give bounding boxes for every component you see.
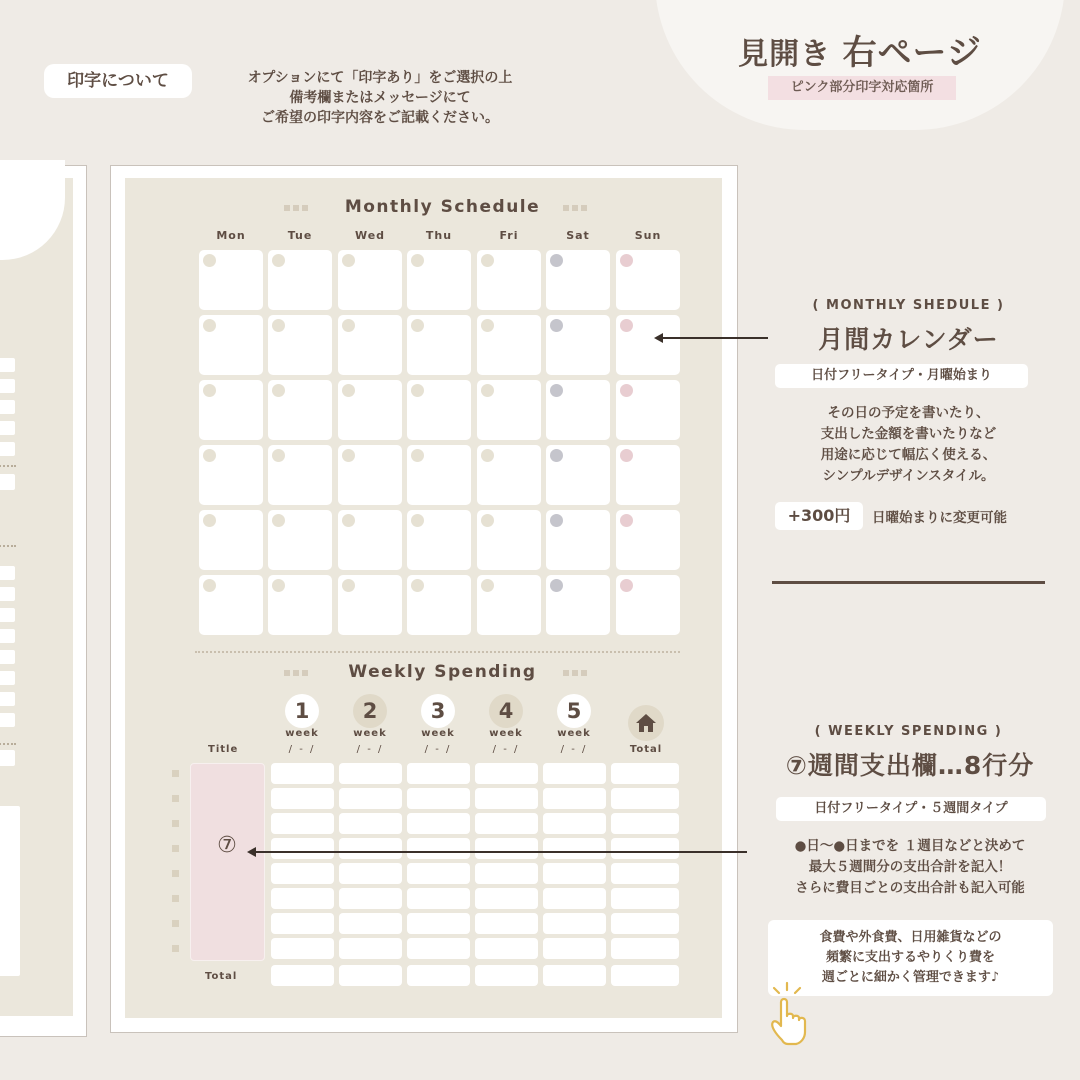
- spending-cell: [475, 938, 538, 959]
- calendar-cell: [338, 250, 402, 310]
- date-dot: [620, 319, 633, 332]
- spending-cell: [611, 913, 679, 934]
- desc-line: シンプルデザインスタイル。: [822, 468, 995, 484]
- date-dot: [550, 579, 563, 592]
- spread-title: [655, 25, 1065, 74]
- spending-cell: [611, 763, 679, 784]
- spending-cell: [611, 888, 679, 909]
- weekly-title: Weekly Spending: [348, 662, 537, 682]
- calendar-cell: [616, 510, 680, 570]
- spending-cell: [339, 838, 402, 859]
- title-column-pink: [190, 763, 265, 961]
- day-header-thu: Thu: [425, 229, 453, 242]
- date-dot: [342, 319, 355, 332]
- date-dot: [411, 254, 424, 267]
- calendar-cell: [477, 445, 541, 505]
- calendar-cell: [338, 380, 402, 440]
- monthly-ann-sub: ( MONTHLY SHEDULE ): [812, 298, 1005, 313]
- pointing-hand-icon: [760, 980, 816, 1050]
- spending-cell: [475, 763, 538, 784]
- calendar-cell: [268, 250, 332, 310]
- spending-cell: [271, 863, 334, 884]
- date-dot: [272, 384, 285, 397]
- tip-line: 週ごとに細かく管理できます♪: [821, 970, 1000, 985]
- date-dot: [550, 254, 563, 267]
- spending-cell: [543, 763, 606, 784]
- week-number-4: 4: [489, 694, 523, 728]
- calendar-cell: [616, 445, 680, 505]
- spending-cell: [407, 913, 470, 934]
- date-dot: [342, 514, 355, 527]
- total-cell: [475, 965, 538, 986]
- calendar-cell: [616, 380, 680, 440]
- week-date-placeholder: / - /: [560, 744, 588, 755]
- desc-line: さらに費目ごとの支出合計も記入可能: [795, 880, 1025, 896]
- date-dot: [342, 384, 355, 397]
- spending-cell: [339, 813, 402, 834]
- weekly-ann-sub: ( WEEKLY SPENDING ): [814, 724, 1003, 739]
- price-note: 日曜始まりに変更可能: [872, 510, 1007, 526]
- row-marker: [172, 920, 179, 927]
- calendar-cell: [546, 380, 610, 440]
- date-dot: [550, 319, 563, 332]
- day-header-fri: Fri: [499, 229, 519, 242]
- day-header-sat: Sat: [566, 229, 590, 242]
- row-marker: [172, 795, 179, 802]
- row-marker: [172, 870, 179, 877]
- desc-line: 用途に応じて幅広く使える、: [820, 447, 997, 463]
- weekly-ann-pill: 日付フリータイプ・５週間タイプ: [776, 797, 1046, 821]
- section-divider: [195, 651, 680, 653]
- spending-cell: [543, 788, 606, 809]
- week-label: week: [285, 728, 319, 739]
- date-dot: [272, 579, 285, 592]
- left-page-inner: [0, 178, 73, 1016]
- spending-cell: [543, 888, 606, 909]
- spread-title-b: 右ページ: [842, 33, 982, 73]
- spending-cell: [543, 938, 606, 959]
- title-col-label: Title: [208, 744, 239, 755]
- calendar-cell: [477, 380, 541, 440]
- date-dot: [481, 579, 494, 592]
- weekly-arrow-head: [247, 847, 256, 857]
- desc-line: 最大５週間分の支出合計を記入！: [808, 859, 1012, 875]
- date-dot: [481, 254, 494, 267]
- date-dot: [411, 449, 424, 462]
- spread-badge: ピンク部分印字対応箇所: [768, 76, 956, 100]
- imprint-line: ご希望の印字内容をご記載ください。: [261, 110, 499, 126]
- spending-cell: [543, 813, 606, 834]
- spending-cell: [611, 863, 679, 884]
- date-dot: [481, 384, 494, 397]
- date-dot: [550, 514, 563, 527]
- date-dot: [342, 254, 355, 267]
- date-dot: [550, 449, 563, 462]
- calendar-cell: [616, 575, 680, 635]
- spending-cell: [543, 913, 606, 934]
- calendar-cell: [616, 250, 680, 310]
- spending-cell: [475, 913, 538, 934]
- calendar-cell: [407, 575, 471, 635]
- spending-cell: [339, 888, 402, 909]
- spending-cell: [271, 788, 334, 809]
- spread-title-a: 見開き: [738, 37, 832, 72]
- date-dot: [203, 514, 216, 527]
- week-date-placeholder: / - /: [424, 744, 452, 755]
- desc-line: その日の予定を書いたり、: [827, 405, 990, 421]
- calendar-cell: [199, 445, 263, 505]
- date-dot: [411, 514, 424, 527]
- date-dot: [550, 384, 563, 397]
- date-dot: [481, 319, 494, 332]
- spending-cell: [339, 763, 402, 784]
- day-header-sun: Sun: [634, 229, 662, 242]
- week-number-5: 5: [557, 694, 591, 728]
- desc-line: 支出した金額を書いたりなど: [820, 426, 997, 442]
- imprint-text: [200, 68, 560, 128]
- week-number-2: 2: [353, 694, 387, 728]
- spending-cell: [407, 888, 470, 909]
- date-dot: [203, 254, 216, 267]
- calendar-cell: [546, 510, 610, 570]
- calendar-cell: [338, 575, 402, 635]
- total-cell: [339, 965, 402, 986]
- calendar-cell: [407, 445, 471, 505]
- total-col-label: Total: [629, 744, 663, 755]
- week-label: week: [353, 728, 387, 739]
- calendar-cell: [477, 315, 541, 375]
- week-date-placeholder: / - /: [288, 744, 316, 755]
- date-dot: [203, 384, 216, 397]
- imprint-line: オプションにて「印字あり」をご選択の上: [247, 70, 513, 86]
- row-marker: [172, 820, 179, 827]
- annotation-divider: [772, 581, 1045, 584]
- spending-cell: [475, 838, 538, 859]
- calendar-cell: [338, 315, 402, 375]
- calendar-cell: [268, 380, 332, 440]
- date-dot: [620, 254, 633, 267]
- monthly-ann-pill: 日付フリータイプ・月曜始まり: [775, 364, 1028, 388]
- spending-cell: [611, 838, 679, 859]
- monthly-ann-title: 月間カレンダー: [818, 325, 999, 354]
- date-dot: [272, 449, 285, 462]
- date-dot: [411, 579, 424, 592]
- spending-cell: [543, 863, 606, 884]
- day-header-mon: Mon: [216, 229, 246, 242]
- calendar-cell: [199, 510, 263, 570]
- calendar-cell: [268, 575, 332, 635]
- week-label: week: [557, 728, 591, 739]
- spending-cell: [475, 813, 538, 834]
- calendar-cell: [546, 575, 610, 635]
- calendar-cell: [546, 445, 610, 505]
- date-dot: [481, 449, 494, 462]
- spending-cell: [339, 913, 402, 934]
- spending-cell: [271, 838, 334, 859]
- calendar-cell: [199, 575, 263, 635]
- imprint-tag: 印字について: [44, 64, 192, 98]
- calendar-cell: [199, 315, 263, 375]
- date-dot: [342, 449, 355, 462]
- calendar-cell: [268, 315, 332, 375]
- price-pill: +300円: [775, 502, 863, 530]
- day-header-tue: Tue: [287, 229, 313, 242]
- spending-cell: [407, 813, 470, 834]
- calendar-cell: [407, 315, 471, 375]
- spending-cell: [271, 888, 334, 909]
- total-cell: [611, 965, 679, 986]
- spending-cell: [611, 813, 679, 834]
- spending-cell: [407, 938, 470, 959]
- calendar-cell: [546, 315, 610, 375]
- date-dot: [620, 579, 633, 592]
- title-deco-left: [284, 670, 308, 676]
- row-marker: [172, 945, 179, 952]
- total-cell: [543, 965, 606, 986]
- calendar-cell: [268, 510, 332, 570]
- calendar-cell: [268, 445, 332, 505]
- date-dot: [411, 319, 424, 332]
- calendar-cell: [407, 510, 471, 570]
- title-deco-right: [563, 670, 587, 676]
- date-dot: [272, 319, 285, 332]
- title-deco-left: [284, 205, 308, 211]
- tip-text: [768, 928, 1053, 988]
- weekly-ann-title: ⑦週間支出欄…8行分: [785, 751, 1035, 780]
- spending-cell: [271, 813, 334, 834]
- week-date-placeholder: / - /: [356, 744, 384, 755]
- weekly-arrow: [255, 851, 747, 853]
- spending-cell: [611, 938, 679, 959]
- date-dot: [620, 514, 633, 527]
- monthly-title: Monthly Schedule: [344, 197, 541, 217]
- calendar-cell: [338, 510, 402, 570]
- date-dot: [481, 514, 494, 527]
- calendar-cell: [407, 380, 471, 440]
- spending-cell: [271, 913, 334, 934]
- week-number-3: 3: [421, 694, 455, 728]
- spending-cell: [407, 838, 470, 859]
- spending-cell: [543, 838, 606, 859]
- spending-cell: [271, 763, 334, 784]
- spending-cell: [271, 938, 334, 959]
- date-dot: [203, 319, 216, 332]
- weekly-ann-desc: [760, 836, 1060, 899]
- date-dot: [272, 254, 285, 267]
- spending-cell: [475, 788, 538, 809]
- calendar-cell: [199, 250, 263, 310]
- date-dot: [272, 514, 285, 527]
- week-label: week: [421, 728, 455, 739]
- row-marker: [172, 895, 179, 902]
- week-date-placeholder: / - /: [492, 744, 520, 755]
- spending-cell: [407, 763, 470, 784]
- calendar-cell: [477, 250, 541, 310]
- date-dot: [203, 449, 216, 462]
- calendar-cell: [546, 250, 610, 310]
- tip-line: 頻繁に支出するやりくり費を: [825, 950, 995, 965]
- date-dot: [411, 384, 424, 397]
- monthly-arrow: [662, 337, 768, 339]
- spending-cell: [339, 938, 402, 959]
- date-dot: [342, 579, 355, 592]
- tip-line: 食費や外食費、日用雑貨などの: [819, 930, 1002, 945]
- day-header-wed: Wed: [354, 229, 386, 242]
- calendar-cell: [477, 510, 541, 570]
- total-row-label: Total: [205, 971, 238, 982]
- total-cell: [407, 965, 470, 986]
- title-deco-right: [563, 205, 587, 211]
- date-dot: [203, 579, 216, 592]
- spending-cell: [339, 788, 402, 809]
- house-icon: [628, 705, 664, 741]
- desc-line: ●日〜●日までを １週目などと決めて: [794, 838, 1026, 854]
- title-marker: ⑦: [217, 833, 237, 858]
- date-dot: [620, 449, 633, 462]
- week-number-1: 1: [285, 694, 319, 728]
- row-marker: [172, 845, 179, 852]
- calendar-cell: [407, 250, 471, 310]
- spending-cell: [339, 863, 402, 884]
- calendar-cell: [616, 315, 680, 375]
- spending-cell: [475, 888, 538, 909]
- spending-cell: [407, 788, 470, 809]
- week-label: week: [489, 728, 523, 739]
- calendar-cell: [338, 445, 402, 505]
- calendar-cell: [477, 575, 541, 635]
- total-cell: [271, 965, 334, 986]
- monthly-ann-desc: [772, 403, 1045, 487]
- spending-cell: [611, 788, 679, 809]
- row-marker: [172, 770, 179, 777]
- date-dot: [620, 384, 633, 397]
- imprint-line: 備考欄またはメッセージにて: [289, 90, 471, 106]
- spending-cell: [475, 863, 538, 884]
- monthly-arrow-head: [654, 333, 663, 343]
- calendar-cell: [199, 380, 263, 440]
- spending-cell: [407, 863, 470, 884]
